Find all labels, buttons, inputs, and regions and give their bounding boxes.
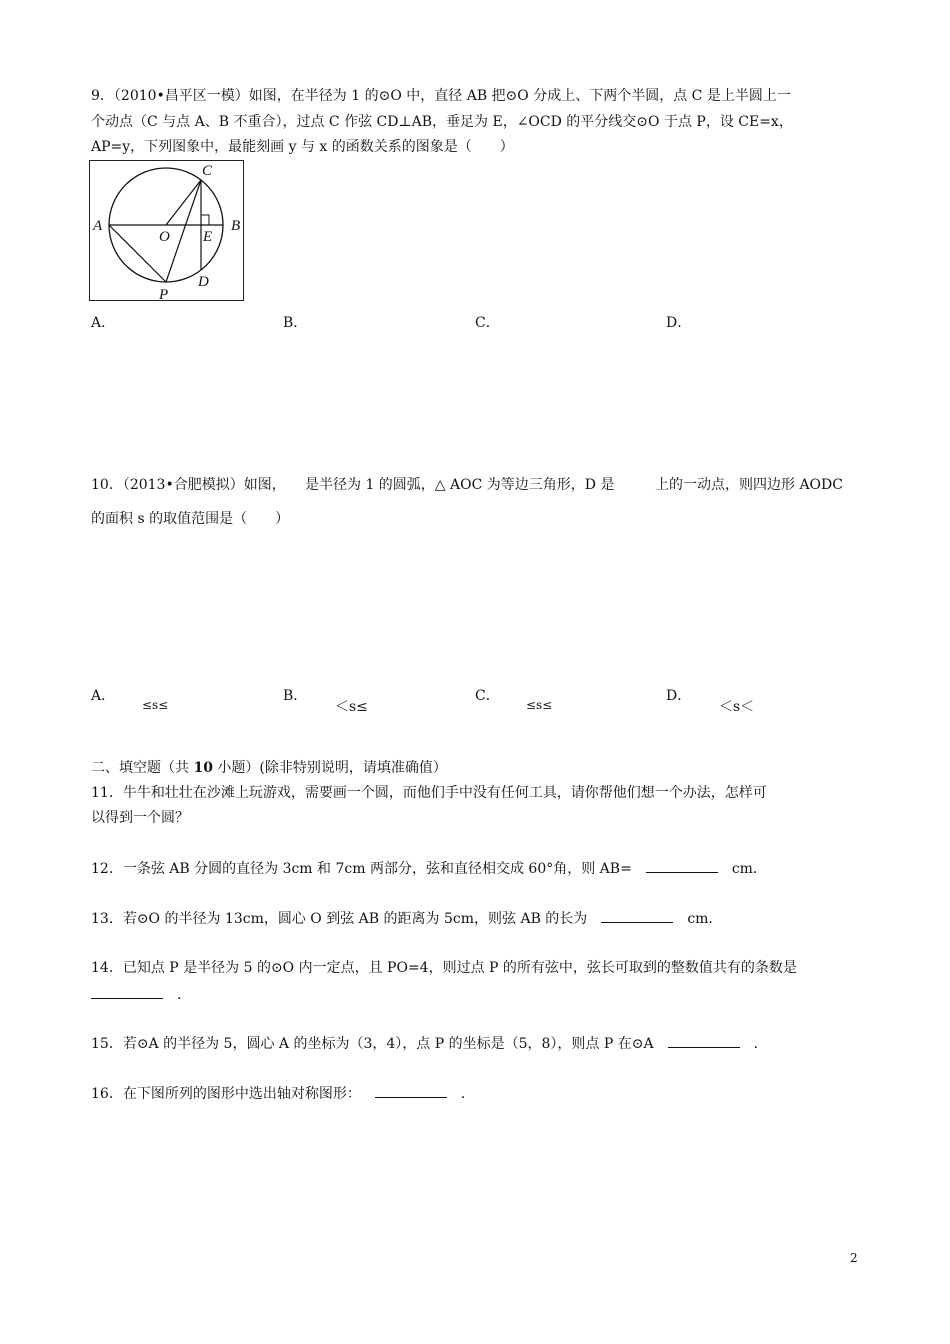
q12-text: 12．一条弦 AB 分圆的直径为 3cm 和 7cm 两部分，弦和直径相交成 60°角，则 AB=	[91, 861, 632, 877]
label-p: P	[159, 287, 169, 302]
label-c: C	[202, 163, 213, 179]
q12	[91, 858, 767, 879]
q9-option-b: B．	[283, 315, 308, 331]
q9-geometry-figure	[89, 160, 245, 302]
q10-line-1a: 10．（2013•合肥模拟）如图，	[91, 477, 286, 493]
q10-option-a-text: ≤s≤	[142, 698, 169, 712]
q9-line-1: 9．（2010•昌平区一模）如图，在半径为 1 的⊙O 中，直径 AB 把⊙O 分成上、下两个半圆，点 C 是上半圆上一	[91, 88, 791, 104]
q10-option-d-text: ＜s＜	[719, 699, 755, 715]
q15-end: ．	[753, 1036, 768, 1052]
label-d: D	[198, 274, 209, 290]
label-e: E	[203, 229, 213, 245]
q12-unit: cm．	[731, 861, 767, 877]
label-b: B	[231, 218, 241, 234]
q13	[91, 908, 722, 929]
q13-answer-blank[interactable]	[601, 908, 673, 923]
q14-answer-blank[interactable]	[91, 984, 163, 999]
q13-unit: cm．	[687, 911, 723, 927]
q10-line-1b: 是半径为 1 的圆弧，△ AOC 为等边三角形，D 是	[305, 477, 615, 493]
q12-answer-blank[interactable]	[646, 858, 718, 873]
q14-line-1: 14．已知点 P 是半径为 5 的⊙O 内一定点，且 PO=4，则过点 P 的所有弦中，弦长可取到的整数值共有的条数是	[91, 960, 797, 976]
q10-option-d-label: D．	[666, 688, 692, 704]
q11-line-2: 以得到一个圆？	[91, 810, 189, 826]
q9-option-c: C．	[475, 315, 500, 331]
q10-line-2: 的面积 s 的取值范围是（ ）	[91, 511, 290, 527]
q16-text: 16．在下图所列的图形中选出轴对称图形：	[91, 1086, 361, 1102]
q14-line-2	[91, 984, 191, 1005]
label-o: O	[159, 229, 170, 245]
q16-end: ．	[460, 1086, 475, 1102]
right-angle-mark	[201, 215, 209, 225]
q15	[91, 1033, 768, 1054]
q14-end: ．	[177, 987, 191, 1003]
q10-option-c-label: C．	[475, 688, 500, 704]
q15-answer-blank[interactable]	[668, 1033, 740, 1048]
q15-text: 15．若⊙A 的半径为 5，圆心 A 的坐标为（3，4），点 P 的坐标是（5，8），则点 P 在⊙A	[91, 1036, 654, 1052]
page-number: 2	[850, 1251, 858, 1265]
section-2-suffix: 小题）(除非特别说明，请填准确值）	[212, 760, 447, 776]
segment-cp	[166, 180, 201, 282]
q10-option-b-text: ＜s≤	[335, 699, 368, 715]
q16-answer-blank[interactable]	[375, 1083, 447, 1098]
q10-line-1c: 上的一动点，则四边形 AODC	[655, 477, 843, 493]
q10-option-c-text: ≤s≤	[526, 698, 553, 712]
q9-line-3: AP=y，下列图象中，最能刻画 y 与 x 的函数关系的图象是（ ）	[91, 139, 514, 155]
section-2-prefix: 二、填空题（共	[91, 760, 194, 776]
q16	[91, 1083, 475, 1104]
q9-option-d: D．	[666, 315, 692, 331]
q9-line-2: 个动点（C 与点 A、B 不重合），过点 C 作弦 CD⊥AB，垂足为 E，∠OCD 的平分线交⊙O 于点 P，设 CE=x，	[91, 114, 793, 130]
section-2-count: 10	[193, 760, 213, 776]
section-2-heading	[91, 758, 447, 778]
segment-oc	[166, 180, 201, 225]
q13-text: 13．若⊙O 的半径为 13cm，圆心 O 到弦 AB 的距离为 5cm，则弦 AB 的长为	[91, 911, 588, 927]
q10-option-a-label: A．	[91, 688, 116, 704]
q9-option-a: A．	[91, 315, 116, 331]
segment-ap	[109, 225, 166, 282]
q10-option-b-label: B．	[283, 688, 308, 704]
q11-line-1: 11．牛牛和壮壮在沙滩上玩游戏，需要画一个圆，而他们手中没有任何工具，请你帮他们想一个办法，怎样可	[91, 785, 767, 801]
label-a: A	[93, 218, 103, 234]
